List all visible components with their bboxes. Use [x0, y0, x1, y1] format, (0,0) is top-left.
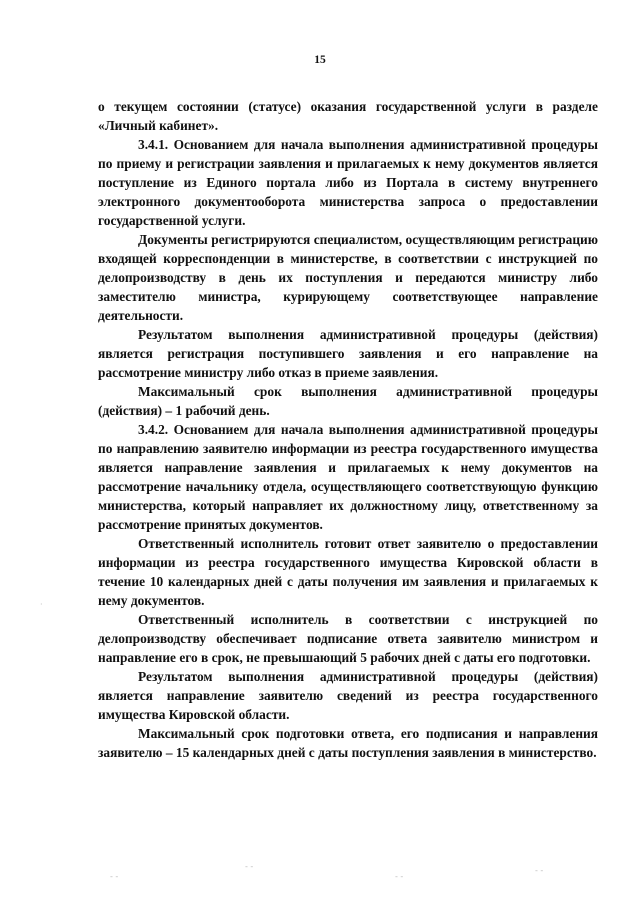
paragraph-5: Максимальный срок выполнения административной процедуры (действия) – 1 рабочий день. [98, 384, 598, 418]
document-body [98, 97, 598, 762]
paragraph-2: 3.4.1. Основанием для начала выполнения административной процедуры по приему и регистрации заявления и прилагаемых к нему документов является поступление из Единого портала либо из Портала в систему внутреннего электронного документооборота министерства запроса о предоставлении государственной услуги. [98, 137, 598, 228]
paragraph-3: Документы регистрируются специалистом, осуществляющим регистрацию входящей корреспонденции в министерстве, в соответствии с инструкцией по делопроизводству в день их поступления и передаются министру либо заместителю министра, курирующему соответствующее направление деятельности. [98, 232, 598, 323]
scan-noise-bottom-4: - - [535, 866, 544, 875]
paragraph-10: Максимальный срок подготовки ответа, его подписания и направления заявителю – 15 календарных дней с даты поступления заявления в министерство. [98, 726, 598, 760]
paragraph-1: о текущем состоянии (статусе) оказания государственной услуги в разделе «Личный кабинет». [98, 99, 598, 133]
scan-noise-bottom-1: - - [110, 872, 119, 881]
paragraph-7: Ответственный исполнитель готовит ответ заявителю о предоставлении информации из реестра государственного имущества Кировской области в течение 10 календарных дней с даты получения им заявления и прилагаемых к нему документов. [98, 536, 598, 608]
scan-noise-left: · [40, 600, 43, 609]
scan-noise-bottom-3: - - [395, 872, 404, 881]
paragraph-6: 3.4.2. Основанием для начала выполнения административной процедуры по направлению заявителю информации из реестра государственного имущества является направление заявления и прилагаемых к нему документов на рассмотрение начальнику отдела, осуществляющего соответствующую функцию министерства, который направляет их должностному лицу, ответственному за рассмотрение принятых документов. [98, 422, 598, 532]
paragraph-4: Результатом выполнения административной процедуры (действия) является регистрация поступившего заявления и его направление на рассмотрение министру либо отказ в приеме заявления. [98, 327, 598, 380]
scan-noise-bottom-2: - - [245, 862, 254, 871]
page-number: 15 [314, 54, 326, 66]
paragraph-8: Ответственный исполнитель в соответствии с инструкцией по делопроизводству обеспечивает подписание ответа заявителю министром и направление его в срок, не превышающий 5 рабочих дней с даты его подготовки. [98, 612, 598, 665]
paragraph-9: Результатом выполнения административной процедуры (действия) является направление заявителю сведений из реестра государственного имущества Кировской области. [98, 669, 598, 722]
